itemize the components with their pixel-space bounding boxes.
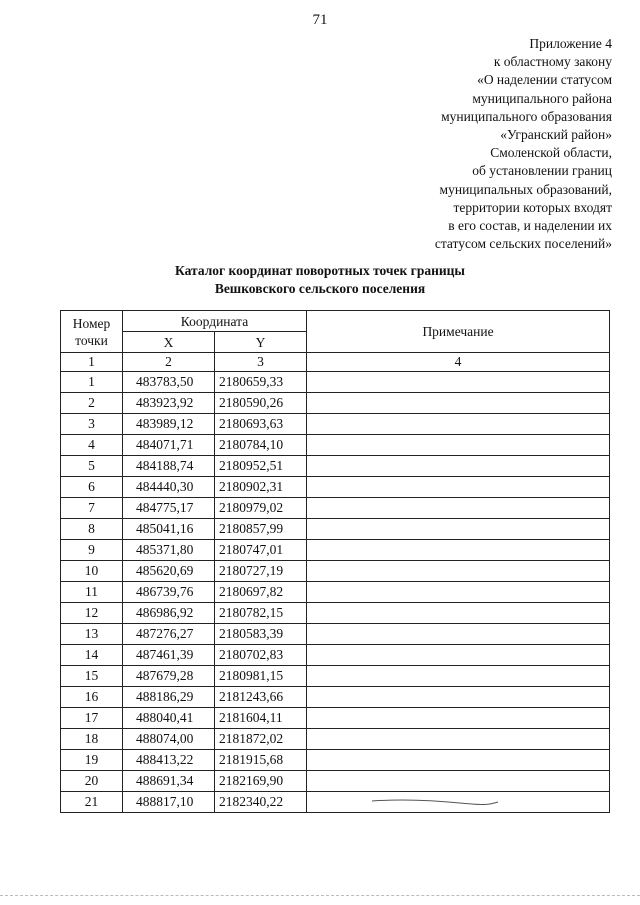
x-coordinate-cell: 484440,30 bbox=[123, 477, 215, 498]
point-number-cell: 13 bbox=[61, 624, 123, 645]
x-coordinate-cell: 484188,74 bbox=[123, 456, 215, 477]
note-cell bbox=[307, 372, 610, 393]
table-header-row bbox=[61, 311, 610, 332]
title-line: Каталог координат поворотных точек границы bbox=[175, 263, 465, 278]
table-row bbox=[61, 456, 610, 477]
point-number-cell: 10 bbox=[61, 561, 123, 582]
point-number-cell: 1 bbox=[61, 372, 123, 393]
x-coordinate-cell: 483923,92 bbox=[123, 393, 215, 414]
note-cell bbox=[307, 414, 610, 435]
table-row bbox=[61, 561, 610, 582]
x-coordinate-cell: 488691,34 bbox=[123, 771, 215, 792]
column-number-row bbox=[61, 353, 610, 372]
point-number-cell: 20 bbox=[61, 771, 123, 792]
note-cell bbox=[307, 729, 610, 750]
point-number-cell: 3 bbox=[61, 414, 123, 435]
note-cell bbox=[307, 561, 610, 582]
note-cell bbox=[307, 603, 610, 624]
y-coordinate-cell: 2180693,63 bbox=[215, 414, 307, 435]
table-row bbox=[61, 666, 610, 687]
x-coordinate-cell: 487276,27 bbox=[123, 624, 215, 645]
table-row bbox=[61, 414, 610, 435]
y-coordinate-cell: 2180590,26 bbox=[215, 393, 307, 414]
x-coordinate-cell: 488186,29 bbox=[123, 687, 215, 708]
point-number-cell: 12 bbox=[61, 603, 123, 624]
table-row bbox=[61, 540, 610, 561]
column-number: 3 bbox=[215, 353, 307, 372]
table-row bbox=[61, 372, 610, 393]
point-number-cell: 2 bbox=[61, 393, 123, 414]
point-number-cell: 18 bbox=[61, 729, 123, 750]
note-cell bbox=[307, 477, 610, 498]
x-coordinate-cell: 488040,41 bbox=[123, 708, 215, 729]
point-number-cell: 21 bbox=[61, 792, 123, 813]
x-coordinate-cell: 483989,12 bbox=[123, 414, 215, 435]
appendix-line: Смоленской области, bbox=[490, 145, 612, 161]
table-row bbox=[61, 477, 610, 498]
note-cell bbox=[307, 666, 610, 687]
y-coordinate-cell: 2180784,10 bbox=[215, 435, 307, 456]
catalog-title bbox=[0, 262, 640, 298]
header-note: Примечание bbox=[307, 311, 610, 353]
page-edge bbox=[0, 895, 640, 898]
y-coordinate-cell: 2182169,90 bbox=[215, 771, 307, 792]
header-x: X bbox=[123, 332, 215, 353]
note-cell bbox=[307, 624, 610, 645]
point-number-cell: 19 bbox=[61, 750, 123, 771]
header-y: Y bbox=[215, 332, 307, 353]
appendix-line: муниципальных образований, bbox=[439, 181, 612, 197]
note-cell bbox=[307, 645, 610, 666]
x-coordinate-cell: 488074,00 bbox=[123, 729, 215, 750]
table-row bbox=[61, 708, 610, 729]
point-number-cell: 6 bbox=[61, 477, 123, 498]
y-coordinate-cell: 2180981,15 bbox=[215, 666, 307, 687]
note-cell bbox=[307, 708, 610, 729]
y-coordinate-cell: 2180979,02 bbox=[215, 498, 307, 519]
x-coordinate-cell: 488817,10 bbox=[123, 792, 215, 813]
y-coordinate-cell: 2181243,66 bbox=[215, 687, 307, 708]
y-coordinate-cell: 2180583,39 bbox=[215, 624, 307, 645]
title-line: Вешковского сельского поселения bbox=[214, 281, 426, 296]
x-coordinate-cell: 486739,76 bbox=[123, 582, 215, 603]
y-coordinate-cell: 2180659,33 bbox=[215, 372, 307, 393]
appendix-line: «Угранский район» bbox=[500, 127, 612, 143]
table-row bbox=[61, 729, 610, 750]
table-row bbox=[61, 393, 610, 414]
y-coordinate-cell: 2181604,11 bbox=[215, 708, 307, 729]
table-row bbox=[61, 624, 610, 645]
point-number-cell: 9 bbox=[61, 540, 123, 561]
y-coordinate-cell: 2181915,68 bbox=[215, 750, 307, 771]
y-coordinate-cell: 2180902,31 bbox=[215, 477, 307, 498]
point-number-cell: 14 bbox=[61, 645, 123, 666]
x-coordinate-cell: 485620,69 bbox=[123, 561, 215, 582]
y-coordinate-cell: 2180857,99 bbox=[215, 519, 307, 540]
appendix-line: статусом сельских поселений» bbox=[434, 236, 612, 252]
table-row bbox=[61, 750, 610, 771]
table-row bbox=[61, 435, 610, 456]
point-number-cell: 7 bbox=[61, 498, 123, 519]
note-cell bbox=[307, 750, 610, 771]
appendix-line: в его состав, и наделении их bbox=[448, 218, 612, 234]
y-coordinate-cell: 2180782,15 bbox=[215, 603, 307, 624]
y-coordinate-cell: 2180702,83 bbox=[215, 645, 307, 666]
x-coordinate-cell: 484071,71 bbox=[123, 435, 215, 456]
y-coordinate-cell: 2181872,02 bbox=[215, 729, 307, 750]
note-cell bbox=[307, 498, 610, 519]
note-cell bbox=[307, 771, 610, 792]
note-cell bbox=[307, 393, 610, 414]
appendix-block bbox=[435, 35, 612, 253]
point-number-cell: 8 bbox=[61, 519, 123, 540]
column-number: 1 bbox=[61, 353, 123, 372]
appendix-line: территории которых входят bbox=[453, 199, 612, 215]
appendix-line: Приложение 4 bbox=[529, 36, 612, 51]
appendix-line: муниципального района bbox=[472, 90, 612, 106]
table-row bbox=[61, 603, 610, 624]
point-number-cell: 15 bbox=[61, 666, 123, 687]
table-row bbox=[61, 771, 610, 792]
y-coordinate-cell: 2180747,01 bbox=[215, 540, 307, 561]
appendix-line: об установлении границ bbox=[472, 163, 612, 179]
x-coordinate-cell: 484775,17 bbox=[123, 498, 215, 519]
column-number: 2 bbox=[123, 353, 215, 372]
point-number-cell: 5 bbox=[61, 456, 123, 477]
table-row bbox=[61, 645, 610, 666]
x-coordinate-cell: 486986,92 bbox=[123, 603, 215, 624]
page-number: 71 bbox=[312, 12, 328, 28]
y-coordinate-cell: 2180697,82 bbox=[215, 582, 307, 603]
table-row bbox=[61, 792, 610, 813]
appendix-line: муниципального образования bbox=[441, 108, 612, 124]
table-row bbox=[61, 687, 610, 708]
table-row bbox=[61, 519, 610, 540]
point-number-cell: 4 bbox=[61, 435, 123, 456]
x-coordinate-cell: 485041,16 bbox=[123, 519, 215, 540]
pen-stroke-mark bbox=[370, 797, 500, 807]
point-number-cell: 11 bbox=[61, 582, 123, 603]
header-coordinate: Координата bbox=[123, 311, 307, 332]
point-number-cell: 17 bbox=[61, 708, 123, 729]
table-row bbox=[61, 582, 610, 603]
x-coordinate-cell: 483783,50 bbox=[123, 372, 215, 393]
appendix-line: к областному закону bbox=[493, 54, 612, 70]
coordinates-table bbox=[60, 310, 610, 813]
table-row bbox=[61, 498, 610, 519]
x-coordinate-cell: 487461,39 bbox=[123, 645, 215, 666]
note-cell bbox=[307, 456, 610, 477]
x-coordinate-cell: 487679,28 bbox=[123, 666, 215, 687]
point-number-cell: 16 bbox=[61, 687, 123, 708]
note-cell bbox=[307, 687, 610, 708]
y-coordinate-cell: 2180727,19 bbox=[215, 561, 307, 582]
y-coordinate-cell: 2182340,22 bbox=[215, 792, 307, 813]
x-coordinate-cell: 488413,22 bbox=[123, 750, 215, 771]
x-coordinate-cell: 485371,80 bbox=[123, 540, 215, 561]
header-point-number: Номер точки bbox=[61, 311, 123, 353]
note-cell bbox=[307, 435, 610, 456]
note-cell bbox=[307, 540, 610, 561]
appendix-line: «О наделении статусом bbox=[477, 72, 612, 88]
y-coordinate-cell: 2180952,51 bbox=[215, 456, 307, 477]
column-number: 4 bbox=[307, 353, 610, 372]
note-cell bbox=[307, 519, 610, 540]
note-cell bbox=[307, 582, 610, 603]
